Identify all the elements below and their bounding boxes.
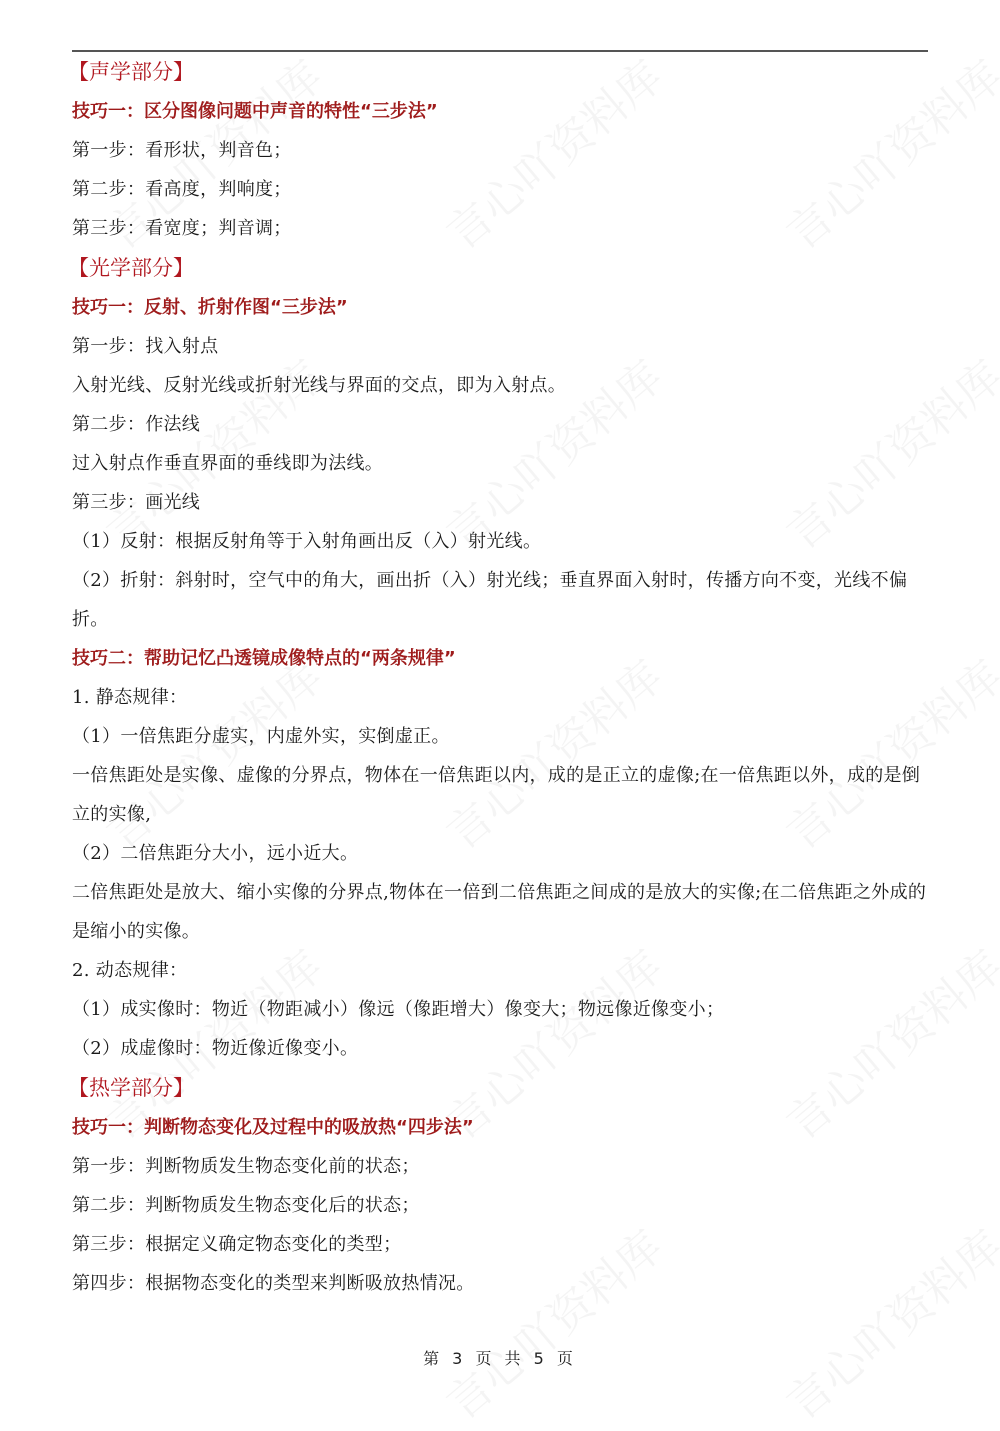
body-line: （2）成虚像时：物近像近像变小。 (72, 1038, 359, 1059)
tip-title: 技巧一：反射、折射作图“三步法” (72, 297, 348, 318)
section-heading-thermal: 【热学部分】 (68, 1076, 194, 1100)
step-line: 第三步：看宽度；判音调； (72, 218, 292, 239)
tip-title: 技巧一：区分图像问题中声音的特性“三步法” (72, 101, 438, 122)
body-line: （2）折射：斜射时，空气中的角大，画出折（入）射光线；垂直界面入射时，传播方向不变，光线不偏折。 (72, 570, 908, 630)
body-line: 一倍焦距处是实像、虚像的分界点，物体在一倍焦距以内，成的是正立的虚像;在一倍焦距以外，成的是倒立的实像, (72, 765, 921, 825)
body-line: （1）反射：根据反射角等于入射角画出反（入）射光线。 (72, 531, 542, 552)
section-heading-acoustics: 【声学部分】 (68, 60, 194, 84)
step-line: 第一步：判断物质发生物态变化前的状态； (72, 1156, 420, 1177)
step-line: 第三步：根据定义确定物态变化的类型； (72, 1234, 402, 1255)
step-line: 第二步：判断物质发生物态变化后的状态； (72, 1195, 420, 1216)
section-heading-optics: 【光学部分】 (68, 256, 194, 280)
rule-heading: 2. 动态规律： (72, 960, 188, 981)
body-line: （2）二倍焦距分大小，远小近大。 (72, 843, 359, 864)
step-line: 第四步：根据物态变化的类型来判断吸放热情况。 (72, 1273, 475, 1294)
tip-title: 技巧二：帮助记忆凸透镜成像特点的“两条规律” (72, 648, 456, 669)
body-line: 入射光线、反射光线或折射光线与界面的交点，即为入射点。 (72, 375, 567, 396)
tip-title: 技巧一：判断物态变化及过程中的吸放热“四步法” (72, 1117, 474, 1138)
page-content (68, 52, 930, 1303)
step-line: 第二步：看高度，判响度； (72, 179, 292, 200)
step-line: 第二步：作法线 (72, 414, 201, 435)
body-line: 过入射点作垂直界面的垂线即为法线。 (72, 453, 384, 474)
step-line: 第一步：找入射点 (72, 336, 219, 357)
page-number: 第 3 页 共 5 页 (423, 1349, 577, 1368)
body-line: （1）成实像时：物近（物距减小）像远（像距增大）像变大；物远像近像变小； (72, 999, 725, 1020)
body-line: 二倍焦距处是放大、缩小实像的分界点,物体在一倍到二倍焦距之间成的是放大的实像;在二倍焦距之外成的是缩小的实像。 (72, 882, 927, 942)
step-line: 第三步：画光线 (72, 492, 201, 513)
step-line: 第一步：看形状，判音色； (72, 140, 292, 161)
body-line: （1）一倍焦距分虚实，内虚外实，实倒虚正。 (72, 726, 450, 747)
rule-heading: 1. 静态规律： (72, 687, 188, 708)
